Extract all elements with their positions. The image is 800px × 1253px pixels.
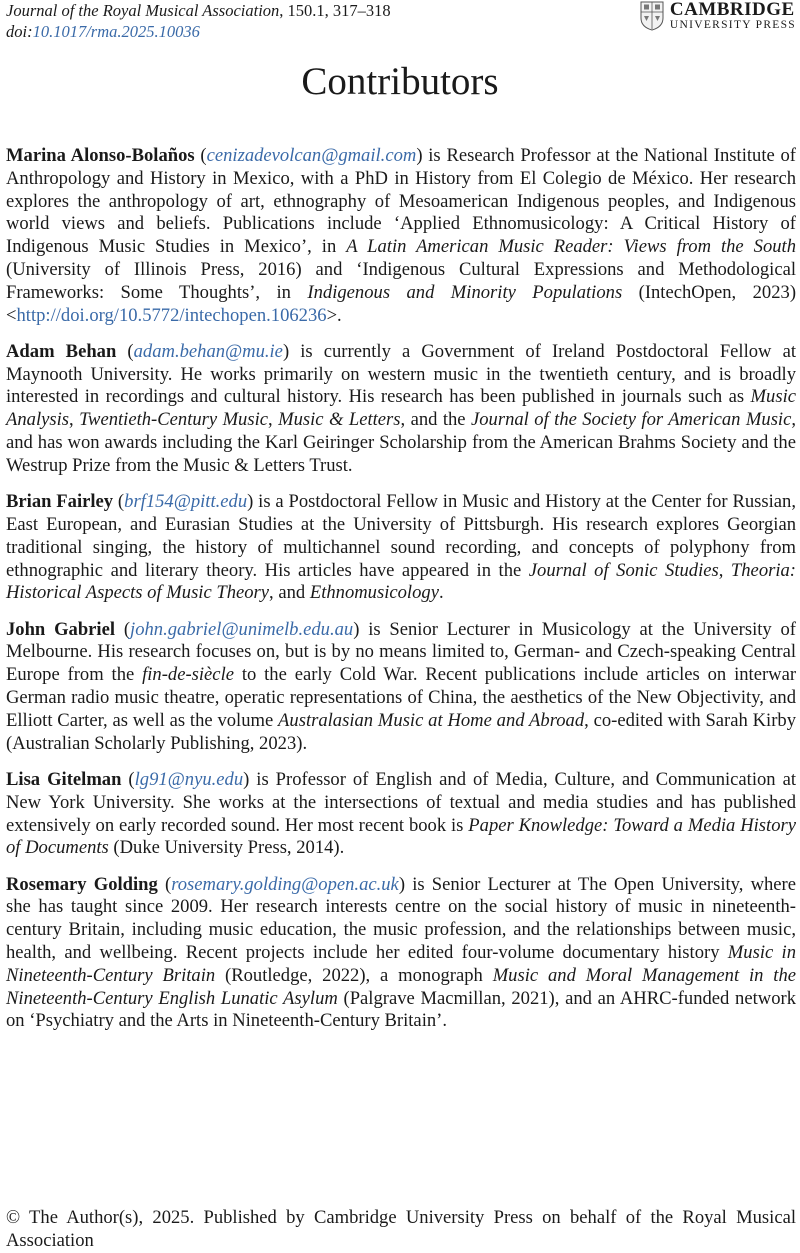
bio-text: (Routledge, 2022), a monograph bbox=[215, 964, 493, 986]
publication-title: Music and Moral Management in the Nineteenth-Century English Lunatic Asylum bbox=[6, 964, 797, 1009]
contributor-entry: John Gabriel (john.gabriel@unimelb.edu.au) is Senior Lecturer in Musicology at the University of Melbourne. His research focuses on, but is by no means limited to, German- and Czech-speaking Central Europe from the fin-de-siècle to the early Cold War. Recent publications include articles on interwar German radio music theatre, operatic representations of China, the aesthetics of the New Objectivity, and Elliott Carter, as well as the volume Australasian Music at Home and Abroad, co-edited with Sarah Kirby (Australian Scholarly Publishing, 2023). bbox=[6, 618, 797, 754]
bio-text: ) is Senior Lecturer at The Open University, where she has taught since 2009. Her research interests centre on the social history of music in nineteenth-century Britain, including music education, the music profession, and the relationships between music, health, and wellbeing. Recent projects include her edited four-volume documentary history bbox=[6, 873, 796, 963]
bio-text: , and has won awards including the Karl Geiringer Scholarship from the American Brahms Society and the Westrup Prize from the Music & Letters Trust. bbox=[6, 409, 797, 476]
bio-text: , bbox=[69, 409, 80, 431]
bio-text: . bbox=[438, 582, 444, 604]
publisher-name: CAMBRIDGE bbox=[669, 0, 795, 20]
bio-text: to the early Cold War. Recent publications include articles on interwar German radio music theatre, operatic representations of China, the aesthetics of the New Objectivity, and Elliott Carter, as well as the volume bbox=[6, 664, 797, 731]
bio-text: ) is Research Professor at the National Institute of Anthropology and History in Mexico, with a PhD in History from El Colegio de México. Her research explores the anthropology of art, ethnography of Mesoamerican Indigenous peoples, and Indigenous world views and beliefs. Publications include ‘Applied Ethnomusicology: A Critical History of Indigenous Music Studies in Mexico’, in bbox=[6, 145, 796, 258]
bio-text: , bbox=[718, 559, 731, 581]
bio-text: ) is a Postdoctoral Fellow in Music and History at the Center for Russian, East European, and Eurasian Studies at the University of Pittsburgh. His research explores Georgian traditional singing, the history of multichannel sound recording, and concepts of polyphony from ethnographic and literary theory. His articles have appeared in the bbox=[6, 491, 797, 581]
bio-text: ) is Professor of English and of Media, Culture, and Communication at New York University. She works at the intersections of textual and media studies and has published extensively on early recorded sound. Her most recent book is bbox=[6, 768, 796, 836]
contributor-name: Rosemary Golding bbox=[6, 873, 158, 895]
contributor-email[interactable]: john.gabriel@unimelb.edu.au bbox=[130, 618, 354, 640]
contributor-name: Brian Fairley bbox=[6, 491, 114, 513]
publication-title: Paper Knowledge: Toward a Media History of Documents bbox=[6, 814, 796, 859]
bio-text: >. bbox=[326, 304, 342, 326]
publication-title: Journal of the Society for American Music bbox=[471, 409, 792, 431]
copyright-notice: © The Author(s), 2025. Published by Cambridge University Press on behalf of the Royal Musical Association bbox=[6, 1207, 796, 1251]
bio-text: , co-edited with Sarah Kirby (Australian Scholarly Publishing, 2023). bbox=[6, 709, 796, 754]
journal-name: Journal of the Royal Musical Association bbox=[6, 1, 280, 20]
bio-text: , bbox=[268, 409, 279, 431]
contributor-entry: Brian Fairley (brf154@pitt.edu) is a Postdoctoral Fellow in Music and History at the Center for Russian, East European, and Eurasian Studies at the University of Pittsburgh. His research explores Georgian traditional singing, the history of multichannel sound recording, and concepts of polyphony from ethnographic and literary theory. His articles have appeared in the Journal of Sonic Studies, Theoria: Historical Aspects of Music Theory, and Ethnomusicology. bbox=[6, 491, 797, 604]
journal-citation bbox=[6, 0, 391, 42]
contributors-list bbox=[6, 145, 796, 1047]
contributor-name: Marina Alonso-Bolaños bbox=[6, 145, 195, 166]
publication-title: Music & Letters bbox=[278, 409, 401, 431]
contributor-email[interactable]: cenizadevolcan@gmail.com bbox=[206, 145, 417, 166]
contributor-entry: Rosemary Golding (rosemary.golding@open.ac.uk) is Senior Lecturer at The Open University, where she has taught since 2009. Her research interests centre on the social history of music in nineteenth-century Britain, including music education, the music profession, and the relationships between music, health, and wellbeing. Recent projects include her edited four-volume documentary history Music in Nineteenth-Century Britain (Routledge, 2022), a monograph Music and Moral Management in the Nineteenth-Century English Lunatic Asylum (Palgrave Macmillan, 2021), and an AHRC-funded network on ‘Psychiatry and the Arts in Nineteenth-Century Britain’. bbox=[6, 873, 797, 1032]
contributor-name: Adam Behan bbox=[6, 340, 117, 362]
publisher-text bbox=[670, 0, 796, 32]
journal-title-line bbox=[6, 0, 391, 21]
bio-text: , and the bbox=[400, 409, 471, 431]
bio-text: (Duke University Press, 2014). bbox=[108, 837, 345, 859]
publisher-logo bbox=[640, 0, 796, 32]
contributor-email[interactable]: brf154@pitt.edu bbox=[124, 491, 248, 513]
bio-text: , and bbox=[269, 582, 310, 604]
cambridge-crest-icon bbox=[640, 1, 664, 31]
publication-title: Twentieth-Century Music bbox=[79, 409, 269, 431]
page-title: Contributors bbox=[301, 60, 499, 103]
contributor-email[interactable]: adam.behan@mu.ie bbox=[133, 340, 283, 362]
publication-title: Theoria: Historical Aspects of Music Theory bbox=[6, 559, 796, 604]
contributor-email[interactable]: lg91@nyu.edu bbox=[134, 768, 244, 790]
publication-title: Music in Nineteenth-Century Britain bbox=[6, 942, 796, 986]
bio-text: ) is Senior Lecturer in Musicology at the University of Melbourne. His research focuses on, but is by no means limited to, German- and Czech-speaking Central Europe from the bbox=[6, 618, 796, 686]
publication-title: A Latin American Music Reader: Views from the South bbox=[346, 236, 796, 258]
contributor-email[interactable]: rosemary.golding@open.ac.uk bbox=[171, 873, 399, 895]
bio-text: (Palgrave Macmillan, 2021), and an AHRC-funded network on ‘Psychiatry and the Arts in Nineteenth-Century Britain’. bbox=[6, 987, 796, 1032]
publication-title: Indigenous and Minority Populations bbox=[307, 281, 623, 303]
publication-title: Ethnomusicology bbox=[309, 582, 439, 604]
doi-prefix: doi: bbox=[6, 22, 33, 41]
doi-line bbox=[6, 21, 391, 42]
contributor-entry: Marina Alonso-Bolaños (cenizadevolcan@gmail.com) is Research Professor at the National Institute of Anthropology and History in Mexico, with a PhD in History from El Colegio de México. Her research explores the anthropology of art, ethnography of Mesoamerican Indigenous peoples, and Indigenous world views and beliefs. Publications include ‘Applied Ethnomusicology: A Critical History of Indigenous Music Studies in Mexico’, in A Latin American Music Reader: Views from the South (University of Illinois Press, 2016) and ‘Indigenous Cultural Expressions and Methodological Frameworks: Some Thoughts’, in Indigenous and Minority Populations (IntechOpen, 2023) <http://doi.org/10.5772/intechopen.106236>. bbox=[6, 145, 797, 326]
publication-title: fin-de-siècle bbox=[142, 664, 234, 686]
publication-title: Journal of Sonic Studies bbox=[528, 559, 719, 581]
publication-title: Music Analysis bbox=[6, 386, 796, 431]
bio-text: (University of Illinois Press, 2016) and ‘Indigenous Cultural Expressions and Methodological Frameworks: Some Thoughts’, in bbox=[6, 258, 796, 303]
bio-text: (IntechOpen, 2023) < bbox=[6, 281, 797, 326]
contributor-entry: Adam Behan (adam.behan@mu.ie) is currently a Government of Ireland Postdoctoral Fellow at Maynooth University. He works primarily on western music in the twentieth century, and is broadly interested in recordings and cultural history. His research has been published in journals such as Music Analysis, Twentieth-Century Music, Music & Letters, and the Journal of the Society for American Music, and has won awards including the Karl Geiringer Scholarship from the American Brahms Society and the Westrup Prize from the Music & Letters Trust. bbox=[6, 340, 797, 476]
doi-link[interactable]: 10.1017/rma.2025.10036 bbox=[32, 22, 200, 41]
publication-title: Australasian Music at Home and Abroad bbox=[278, 709, 585, 731]
publisher-subtitle: UNIVERSITY PRESS bbox=[669, 19, 796, 31]
doi-url-link[interactable]: http://doi.org/10.5772/intechopen.106236 bbox=[16, 304, 327, 326]
bio-text: ) is currently a Government of Ireland Postdoctoral Fellow at Maynooth University. He works primarily on western music in the twentieth century, and is broadly interested in recordings and cultural history. His research has been published in journals such as bbox=[6, 340, 797, 408]
volume-pages: , 150.1, 317–318 bbox=[279, 1, 391, 20]
contributor-name: John Gabriel bbox=[6, 618, 116, 640]
contributor-entry: Lisa Gitelman (lg91@nyu.edu) is Professor of English and of Media, Culture, and Communication at New York University. She works at the intersections of textual and media studies and has published extensively on early recorded sound. Her most recent book is Paper Knowledge: Toward a Media History of Documents (Duke University Press, 2014). bbox=[6, 768, 796, 859]
contributor-name: Lisa Gitelman bbox=[6, 768, 122, 790]
